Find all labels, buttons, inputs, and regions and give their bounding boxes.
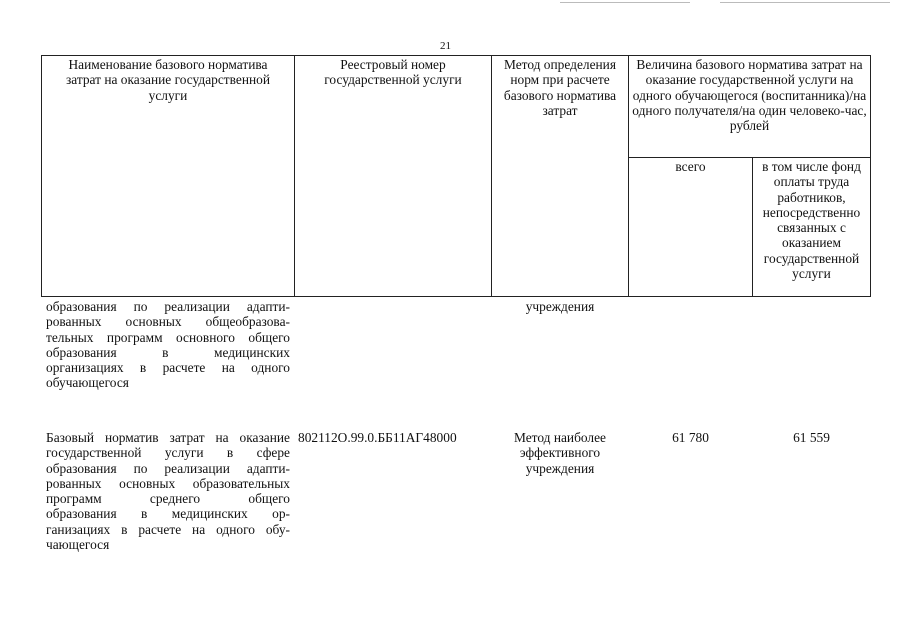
name-line: рованных основных общеобразова- (46, 314, 290, 330)
method-line: учреждения (525, 460, 595, 476)
row-method (491, 430, 629, 476)
row-registry: 802112О.99.0.ББ11АГ48000 (298, 430, 457, 445)
name-line: организациях в расчете на одного (46, 360, 290, 376)
header-value: Величина базового норматива затрат на оказание государственной услуги на одного обучающегося (воспитанника)/на одного получателя/на один человеко-час, рублей (628, 55, 871, 158)
name-line: обучающегося (46, 375, 129, 391)
header-total: всего (628, 157, 753, 297)
header-method: Метод определения норм при расчете базового норматива затрат (491, 55, 629, 297)
method-line: эффективного (519, 445, 601, 461)
name-line: образования в медицинских ор- (46, 506, 290, 522)
row-payroll: 61 559 (793, 430, 830, 445)
method-line: учреждения (525, 299, 595, 314)
name-line: образования в медицинских (46, 344, 290, 360)
page-number: 21 (440, 40, 451, 52)
name-line: рованных основных образовательных (46, 475, 290, 491)
method-line: Метод наиболее (514, 430, 606, 445)
scan-artifact (560, 2, 690, 3)
name-line: программ среднего общего (46, 491, 290, 507)
name-line: чающегося (46, 537, 110, 553)
name-line: государственной услуги в сфере (46, 445, 290, 461)
row-name (46, 430, 290, 552)
scan-artifact (720, 2, 890, 3)
header-registry: Реестровый номер государственной услуги (294, 55, 492, 297)
name-line: Базовый норматив затрат на оказание (46, 430, 290, 445)
name-line: образования по реализации адапти- (46, 460, 290, 476)
row-method (491, 299, 629, 314)
header-name: Наименование базового норматива затрат на оказание государственной услуги (41, 55, 295, 297)
row-name (46, 299, 290, 391)
name-line: ганизациях в расчете на одного обу- (46, 521, 290, 537)
name-line: образования по реализации адапти- (46, 299, 290, 314)
name-line: тельных программ основного общего (46, 329, 290, 345)
row-total: 61 780 (672, 430, 709, 445)
header-payroll: в том числе фонд оплаты труда работников, непосредственно связанных с оказанием государственной услуги (752, 157, 871, 297)
